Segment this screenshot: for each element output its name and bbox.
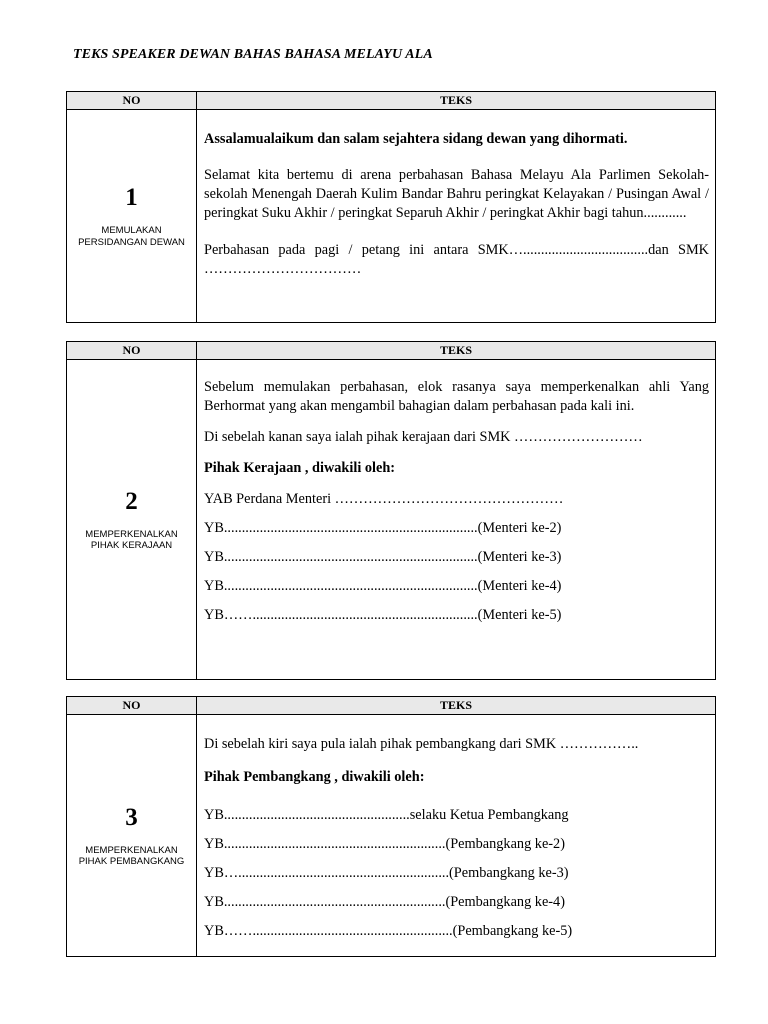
section-1-label-cell (67, 110, 197, 322)
header-teks: TEKS (439, 93, 472, 107)
section-3-yb-line: YB....................................................selaku Ketua Pembangkang (204, 807, 569, 823)
section-3-para1: Di sebelah kiri saya pula ialah pihak pembangkang dari SMK …………….. (204, 736, 639, 752)
section-2-yb-line: YB.......................................................................(Menteri ke-2) (204, 520, 562, 536)
section-1-para1: Selamat kita bertemu di arena perbahasan Bahasa Melayu Ala Parlimen Sekolah-sekolah Menengah Daerah Kulim Bandar Bahru peringkat Kelayakan / Pusingan Awal / peringkat Suku Akhir / peringkat Separuh Akhir / peringkat Akhir bagi tahun............ (204, 167, 709, 221)
section-2-text-cell (197, 360, 715, 679)
section-3-text-cell (197, 715, 715, 956)
section-1-subtitle: MEMULAKAN PERSIDANGAN DEWAN (78, 225, 185, 248)
section-2-label-cell (67, 360, 197, 679)
section-3-heading: Pihak Pembangkang , diwakili oleh: (204, 769, 425, 785)
header-no: NO (67, 342, 197, 359)
section-2-subtitle: MEMPERKENALKAN PIHAK KERAJAAN (85, 528, 178, 551)
section-1-para2: Perbahasan pada pagi / petang ini antara SMK…...................................dan SMK …………………………… (204, 242, 709, 277)
section-1-text-cell (197, 110, 715, 322)
section-3-subtitle: MEMPERKENALKAN PIHAK PEMBANGKANG (78, 844, 185, 867)
section-2-yab-line: YAB Perdana Menteri ………………………………………… (204, 491, 564, 507)
section-1-table (66, 91, 716, 323)
section-2-yb-line: YB.......................................................................(Menteri ke-4) (204, 578, 562, 594)
table-header (67, 697, 715, 715)
section-2-para2: Di sebelah kanan saya ialah pihak kerajaan dari SMK ……………………… (204, 429, 643, 445)
section-3-yb-line: YB..............................................................(Pembangkang ke-4) (204, 894, 565, 910)
section-2-heading: Pihak Kerajaan , diwakili oleh: (204, 460, 396, 476)
section-2-table (66, 341, 716, 680)
section-2-para1: Sebelum memulakan perbahasan, elok rasanya saya memperkenalkan ahli Yang Berhormat yang akan mengambil bahagian dalam perbahasan pada kali ini. (204, 379, 709, 414)
section-2-yb-line: YB.......................................................................(Menteri ke-3) (204, 549, 562, 565)
section-3-yb-line: YB……........................................................(Pembangkang ke-5) (204, 923, 573, 939)
section-1-number: 1 (125, 184, 138, 211)
header-no: NO (67, 697, 197, 714)
section-2-yb-line: YB……...............................................................(Menteri ke-5) (204, 607, 562, 623)
table-header (67, 342, 715, 360)
header-teks: TEKS (439, 343, 472, 357)
table-header (67, 92, 715, 110)
section-2-number: 2 (125, 487, 138, 515)
document-title: TEKS SPEAKER DEWAN BAHAS BAHASA MELAYU ALA (73, 47, 433, 62)
section-1-greeting: Assalamualaikum dan salam sejahtera sidang dewan yang dihormati. (204, 131, 628, 147)
header-teks: TEKS (439, 698, 472, 712)
section-3-table (66, 696, 716, 957)
section-3-number: 3 (125, 803, 138, 831)
header-no: NO (67, 92, 197, 109)
section-3-yb-line: YB…...........................................................(Pembangkang ke-3) (204, 865, 569, 881)
section-3-yb-line: YB..............................................................(Pembangkang ke-2) (204, 836, 565, 852)
section-3-label-cell (67, 715, 197, 956)
